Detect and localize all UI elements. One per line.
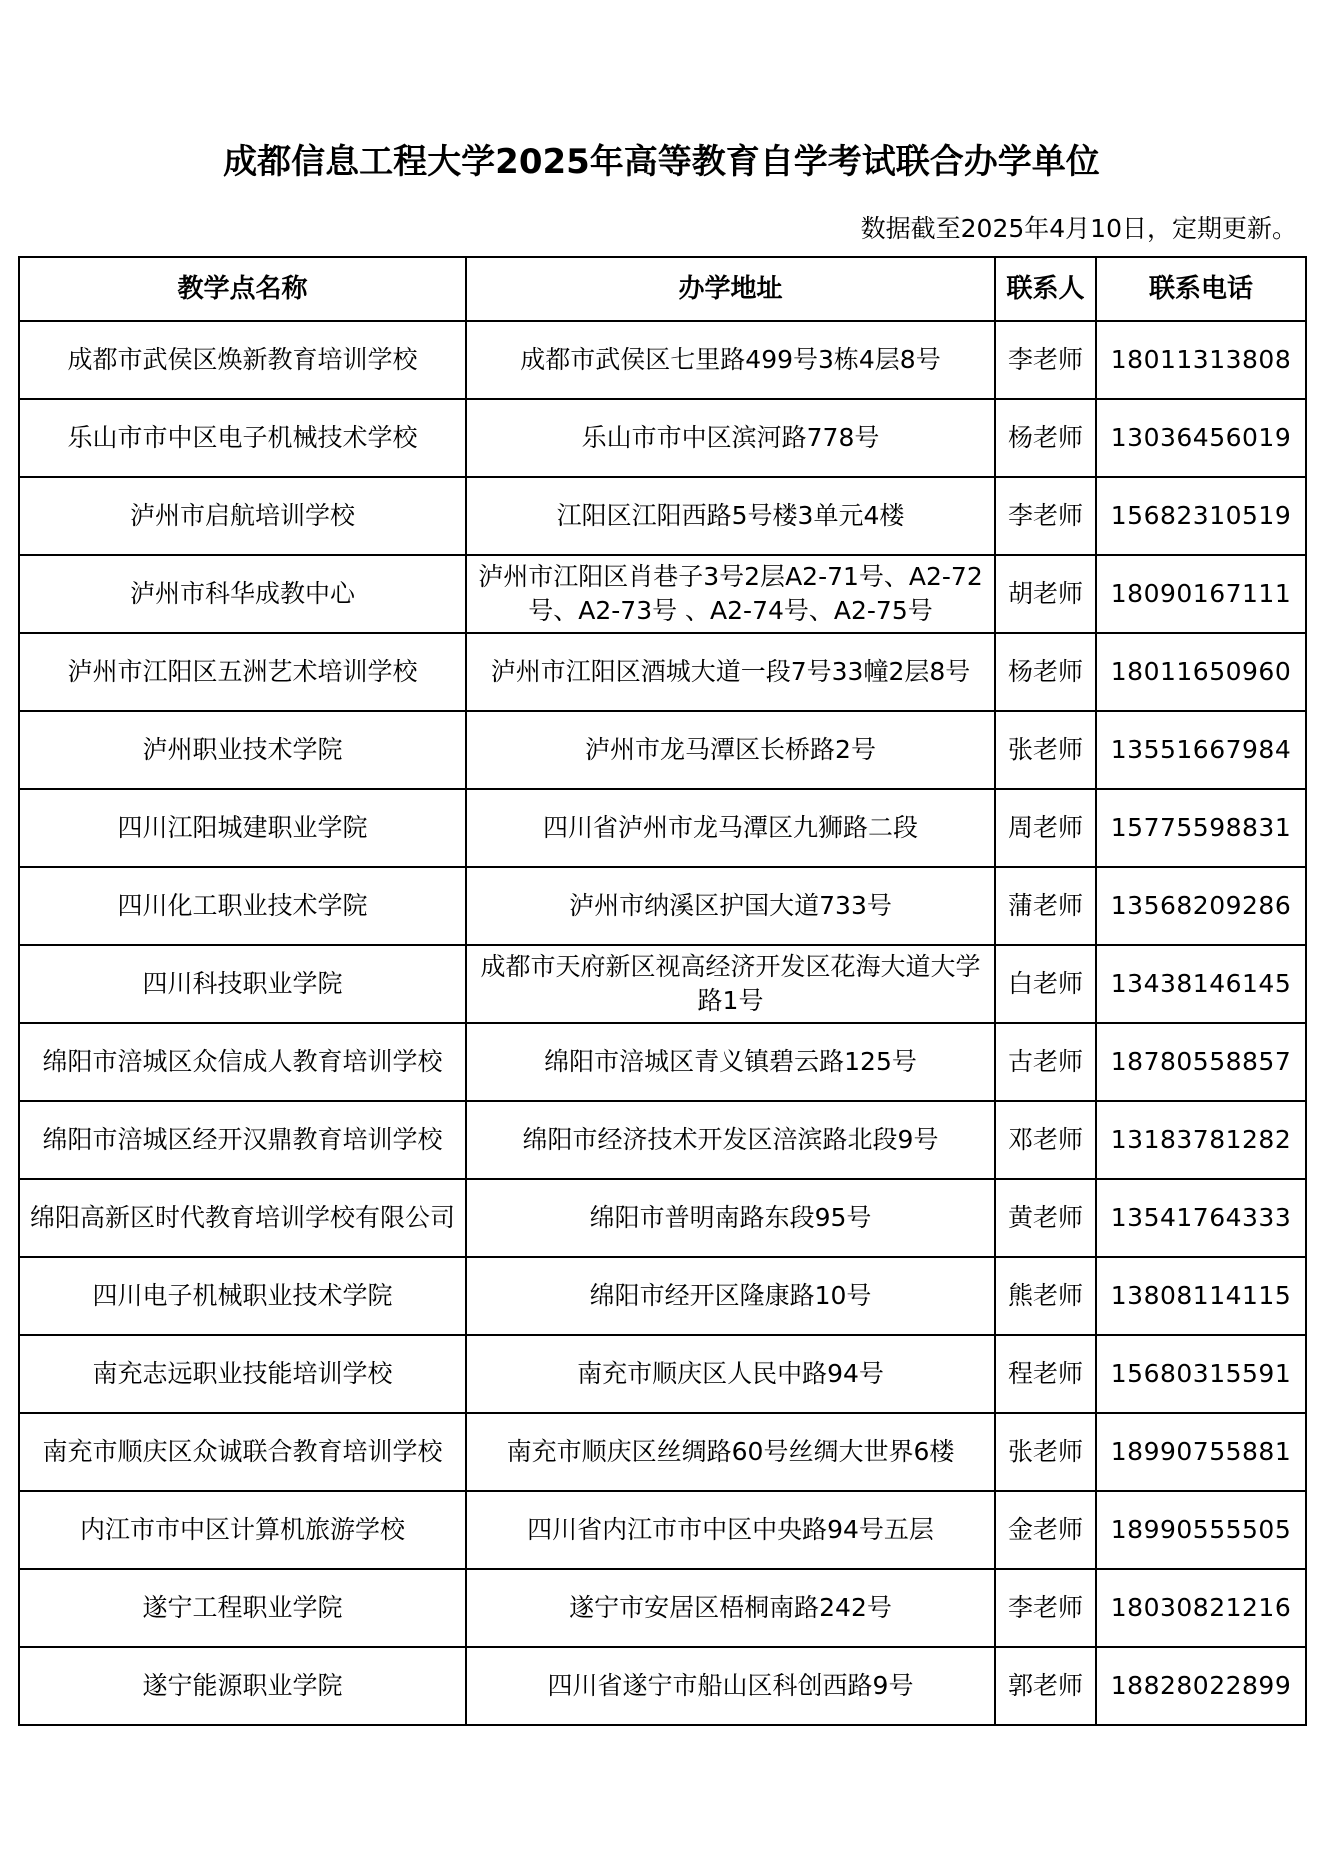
- table-row: [19, 1023, 1306, 1101]
- table-row: [19, 321, 1306, 399]
- phone-cell: 13438146145: [1096, 945, 1306, 1023]
- address-cell: 成都市武侯区七里路499号3栋4层8号: [466, 321, 995, 399]
- contact-cell: 郭老师: [995, 1647, 1096, 1725]
- contact-cell: 李老师: [995, 321, 1096, 399]
- site-name-cell: 泸州职业技术学院: [19, 711, 466, 789]
- table-row: [19, 1335, 1306, 1413]
- site-name-cell: 南充志远职业技能培训学校: [19, 1335, 466, 1413]
- phone-cell: 18030821216: [1096, 1569, 1306, 1647]
- site-name-cell: 绵阳高新区时代教育培训学校有限公司: [19, 1179, 466, 1257]
- contact-cell: 张老师: [995, 1413, 1096, 1491]
- site-name-cell: 绵阳市涪城区经开汉鼎教育培训学校: [19, 1101, 466, 1179]
- address-cell: 四川省遂宁市船山区科创西路9号: [466, 1647, 995, 1725]
- phone-cell: 15682310519: [1096, 477, 1306, 555]
- table-row: [19, 1491, 1306, 1569]
- contact-cell: 蒲老师: [995, 867, 1096, 945]
- address-cell: 泸州市江阳区酒城大道一段7号33幢2层8号: [466, 633, 995, 711]
- table-row: [19, 555, 1306, 633]
- table-row: [19, 477, 1306, 555]
- phone-cell: 13568209286: [1096, 867, 1306, 945]
- teaching-sites-table: [18, 256, 1307, 1726]
- address-cell: 绵阳市经济技术开发区涪滨路北段9号: [466, 1101, 995, 1179]
- table-row: [19, 1101, 1306, 1179]
- site-name-cell: 四川江阳城建职业学院: [19, 789, 466, 867]
- header-row: [19, 257, 1306, 321]
- contact-cell: 杨老师: [995, 633, 1096, 711]
- address-cell: 泸州市江阳区肖巷子3号2层A2-71号、A2-72号、A2-73号 、A2-74号、A2-75号: [466, 555, 995, 633]
- contact-cell: 白老师: [995, 945, 1096, 1023]
- header-address: 办学地址: [466, 257, 995, 321]
- contact-cell: 胡老师: [995, 555, 1096, 633]
- contact-cell: 程老师: [995, 1335, 1096, 1413]
- site-name-cell: 泸州市科华成教中心: [19, 555, 466, 633]
- table-row: [19, 1569, 1306, 1647]
- address-cell: 四川省内江市市中区中央路94号五层: [466, 1491, 995, 1569]
- site-name-cell: 四川电子机械职业技术学院: [19, 1257, 466, 1335]
- table-row: [19, 945, 1306, 1023]
- site-name-cell: 绵阳市涪城区众信成人教育培训学校: [19, 1023, 466, 1101]
- address-cell: 乐山市市中区滨河路778号: [466, 399, 995, 477]
- contact-cell: 古老师: [995, 1023, 1096, 1101]
- table-row: [19, 1179, 1306, 1257]
- address-cell: 绵阳市涪城区青义镇碧云路125号: [466, 1023, 995, 1101]
- phone-cell: 15680315591: [1096, 1335, 1306, 1413]
- phone-cell: 13036456019: [1096, 399, 1306, 477]
- contact-cell: 金老师: [995, 1491, 1096, 1569]
- table-header: [19, 257, 1306, 321]
- contact-cell: 李老师: [995, 1569, 1096, 1647]
- table-row: [19, 1413, 1306, 1491]
- site-name-cell: 成都市武侯区焕新教育培训学校: [19, 321, 466, 399]
- header-site-name: 教学点名称: [19, 257, 466, 321]
- table-body: [19, 321, 1306, 1725]
- site-name-cell: 乐山市市中区电子机械技术学校: [19, 399, 466, 477]
- contact-cell: 周老师: [995, 789, 1096, 867]
- phone-cell: 18990755881: [1096, 1413, 1306, 1491]
- phone-cell: 15775598831: [1096, 789, 1306, 867]
- site-name-cell: 四川科技职业学院: [19, 945, 466, 1023]
- address-cell: 四川省泸州市龙马潭区九狮路二段: [466, 789, 995, 867]
- phone-cell: 13551667984: [1096, 711, 1306, 789]
- table-row: [19, 1257, 1306, 1335]
- table-row: [19, 867, 1306, 945]
- site-name-cell: 遂宁能源职业学院: [19, 1647, 466, 1725]
- header-phone: 联系电话: [1096, 257, 1306, 321]
- site-name-cell: 四川化工职业技术学院: [19, 867, 466, 945]
- table-row: [19, 633, 1306, 711]
- table-row: [19, 1647, 1306, 1725]
- phone-cell: 18090167111: [1096, 555, 1306, 633]
- phone-cell: 18990555505: [1096, 1491, 1306, 1569]
- contact-cell: 杨老师: [995, 399, 1096, 477]
- table-row: [19, 789, 1306, 867]
- contact-cell: 熊老师: [995, 1257, 1096, 1335]
- site-name-cell: 遂宁工程职业学院: [19, 1569, 466, 1647]
- site-name-cell: 南充市顺庆区众诚联合教育培训学校: [19, 1413, 466, 1491]
- address-cell: 南充市顺庆区丝绸路60号丝绸大世界6楼: [466, 1413, 995, 1491]
- phone-cell: 18828022899: [1096, 1647, 1306, 1725]
- table-row: [19, 399, 1306, 477]
- phone-cell: 13541764333: [1096, 1179, 1306, 1257]
- phone-cell: 18011313808: [1096, 321, 1306, 399]
- site-name-cell: 泸州市江阳区五洲艺术培训学校: [19, 633, 466, 711]
- contact-cell: 邓老师: [995, 1101, 1096, 1179]
- address-cell: 遂宁市安居区梧桐南路242号: [466, 1569, 995, 1647]
- address-cell: 绵阳市普明南路东段95号: [466, 1179, 995, 1257]
- phone-cell: 18780558857: [1096, 1023, 1306, 1101]
- site-name-cell: 内江市市中区计算机旅游学校: [19, 1491, 466, 1569]
- header-contact: 联系人: [995, 257, 1096, 321]
- table-row: [19, 711, 1306, 789]
- address-cell: 绵阳市经开区隆康路10号: [466, 1257, 995, 1335]
- site-name-cell: 泸州市启航培训学校: [19, 477, 466, 555]
- address-cell: 泸州市龙马潭区长桥路2号: [466, 711, 995, 789]
- data-date-note: 数据截至2025年4月10日，定期更新。: [860, 214, 1297, 243]
- contact-cell: 李老师: [995, 477, 1096, 555]
- phone-cell: 13808114115: [1096, 1257, 1306, 1335]
- contact-cell: 张老师: [995, 711, 1096, 789]
- address-cell: 成都市天府新区视高经济开发区花海大道大学路1号: [466, 945, 995, 1023]
- contact-cell: 黄老师: [995, 1179, 1096, 1257]
- phone-cell: 18011650960: [1096, 633, 1306, 711]
- phone-cell: 13183781282: [1096, 1101, 1306, 1179]
- address-cell: 南充市顺庆区人民中路94号: [466, 1335, 995, 1413]
- page-title: 成都信息工程大学2025年高等教育自学考试联合办学单位: [223, 142, 1100, 182]
- address-cell: 江阳区江阳西路5号楼3单元4楼: [466, 477, 995, 555]
- address-cell: 泸州市纳溪区护国大道733号: [466, 867, 995, 945]
